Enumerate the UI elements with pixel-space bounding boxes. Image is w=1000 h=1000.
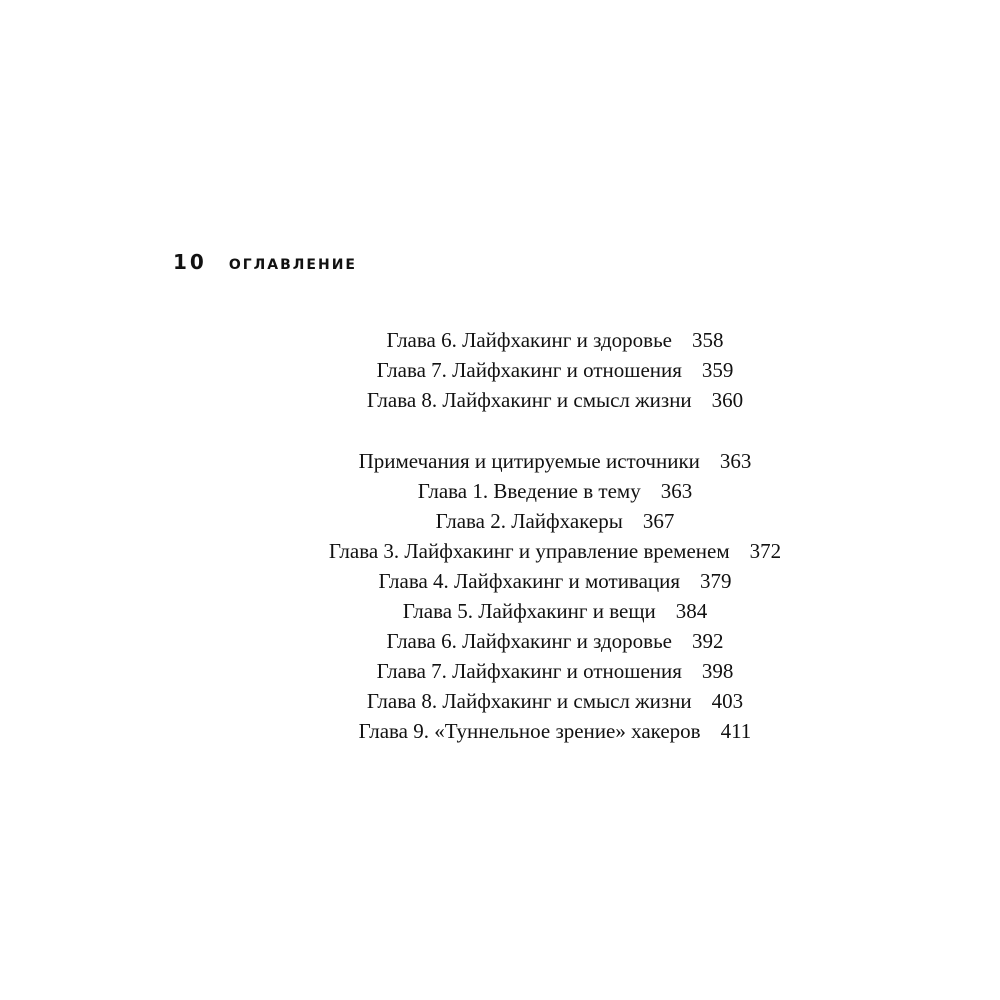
toc-entry: [0, 446, 1000, 476]
toc-entry: [0, 656, 1000, 686]
toc-entry: [0, 716, 1000, 746]
toc-entry: [0, 536, 1000, 566]
toc-entry-page: 372: [749, 539, 782, 563]
toc-entry-title: Глава 9. «Туннельное зрение» хакеров: [358, 719, 701, 743]
toc-entry-title: Глава 8. Лайфхакинг и смысл жизни: [366, 689, 692, 713]
toc-group-1: [0, 325, 1000, 415]
toc-entry-title: Глава 3. Лайфхакинг и управление временем: [328, 539, 730, 563]
toc-entry-page: 363: [719, 449, 752, 473]
toc-entry-page: 367: [642, 509, 675, 533]
toc-entry-page: 360: [711, 388, 744, 412]
toc-entry: [0, 596, 1000, 626]
toc-entry-page: 379: [700, 569, 732, 593]
toc-group-2: [0, 446, 1000, 746]
running-head: [173, 250, 357, 274]
toc-entry: [0, 686, 1000, 716]
toc-entry-title: Глава 4. Лайфхакинг и мотивация: [378, 569, 681, 593]
toc-entry-title: Глава 1. Введение в тему: [417, 479, 641, 503]
toc-entry-title: Глава 6. Лайфхакинг и здоровье: [386, 629, 672, 653]
toc-entry-page: 384: [675, 599, 708, 623]
toc-entry: [0, 506, 1000, 536]
toc-entry-page: 363: [660, 479, 693, 503]
toc-entry: [0, 355, 1000, 385]
toc-entry-page: 358: [691, 328, 724, 352]
toc-entry-page: 392: [691, 629, 724, 653]
toc-entry-page: 398: [701, 659, 734, 683]
toc-entry-title: Глава 5. Лайфхакинг и вещи: [402, 599, 656, 623]
toc-entry: [0, 325, 1000, 355]
toc-entry-title: Глава 8. Лайфхакинг и смысл жизни: [366, 388, 692, 412]
toc-entry-page: 403: [711, 689, 744, 713]
toc-entry: [0, 385, 1000, 415]
toc-entry-title: Глава 7. Лайфхакинг и отношения: [376, 358, 682, 382]
toc-entry: [0, 626, 1000, 656]
toc-entry-title: Примечания и цитируемые источники: [358, 449, 700, 473]
toc-entry: [0, 566, 1000, 596]
toc-entry: [0, 476, 1000, 506]
page-number: 10: [173, 250, 207, 274]
toc-entry-title: Глава 7. Лайфхакинг и отношения: [376, 659, 682, 683]
section-title: ОГЛАВЛЕНИЕ: [228, 257, 357, 273]
toc-entry-page: 411: [720, 719, 752, 743]
toc-entry-title: Глава 6. Лайфхакинг и здоровье: [386, 328, 672, 352]
toc-entry-page: 359: [701, 358, 734, 382]
toc-entry-title: Глава 2. Лайфхакеры: [435, 509, 623, 533]
